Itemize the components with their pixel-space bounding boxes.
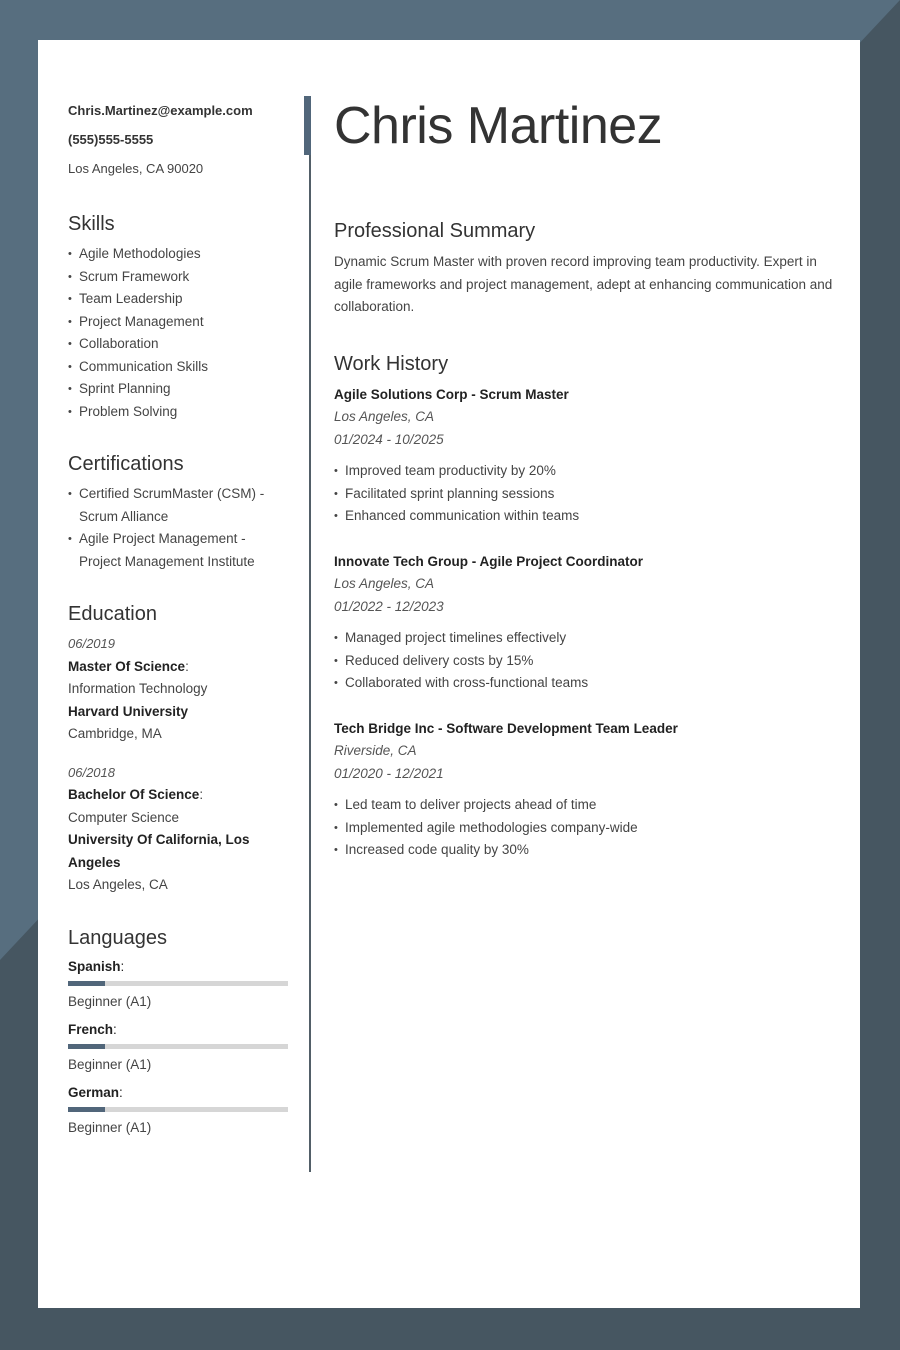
- skill-item: • Scrum Framework: [68, 266, 288, 289]
- job-bullet: • Increased code quality by 30%: [334, 839, 834, 862]
- job-location: Los Angeles, CA: [334, 576, 435, 591]
- job-bullet: • Facilitated sprint planning sessions: [334, 483, 834, 506]
- job-bullet: • Led team to deliver projects ahead of time: [334, 794, 834, 817]
- work-history-heading: Work History: [334, 352, 449, 375]
- job-dates: 01/2024 - 10/2025: [334, 431, 444, 447]
- job-bullet: • Managed project timelines effectively: [334, 627, 834, 650]
- skill-item: • Project Management: [68, 311, 288, 334]
- skills-heading: Skills: [68, 213, 115, 235]
- language-proficiency-fill: [68, 1044, 105, 1049]
- job-bullet-list: [334, 794, 834, 862]
- job-bullet-list: [334, 627, 834, 695]
- education-school: Harvard University: [68, 703, 189, 719]
- resume-page: [38, 40, 860, 1308]
- language-level: Beginner (A1): [68, 1119, 152, 1135]
- job-bullet: • Implemented agile methodologies company-wide: [334, 817, 834, 840]
- skills-list: [68, 243, 288, 423]
- job-bullet: • Reduced delivery costs by 15%: [334, 650, 834, 673]
- job-location: Riverside, CA: [334, 743, 417, 758]
- summary-heading: Professional Summary: [334, 220, 536, 242]
- language-colon: :: [119, 1084, 123, 1100]
- job-dates: 01/2022 - 12/2023: [334, 598, 444, 614]
- contact-phone[interactable]: (555)555-5555: [68, 132, 154, 147]
- skill-item: • Agile Methodologies: [68, 243, 288, 266]
- contact-section: [68, 96, 288, 183]
- languages-heading: Languages: [68, 926, 167, 949]
- education-entry: [68, 762, 288, 897]
- education-degree-line: [68, 656, 288, 679]
- certification-item: • Agile Project Management - Project Management Institute: [68, 528, 288, 573]
- education-degree: Master Of Science: [68, 658, 186, 674]
- language-entry: [68, 1083, 288, 1138]
- left-column: [68, 96, 288, 1146]
- language-proficiency-fill: [68, 1107, 105, 1112]
- job-title: Agile Solutions Corp - Scrum Master: [334, 386, 569, 402]
- language-name-line: [68, 1083, 288, 1103]
- education-field: Information Technology: [68, 681, 208, 696]
- language-proficiency-bar: [68, 1044, 288, 1049]
- skills-section: [68, 213, 288, 423]
- education-degree: Bachelor Of Science: [68, 787, 200, 802]
- job-bullet-list: [334, 460, 834, 528]
- certifications-section: [68, 453, 288, 573]
- job-bullet: • Improved team productivity by 20%: [334, 460, 834, 483]
- language-proficiency-bar: [68, 981, 288, 986]
- certifications-heading: Certifications: [68, 453, 184, 475]
- contact-email[interactable]: Chris.Martinez@example.com: [68, 103, 253, 118]
- language-name: French: [68, 1021, 114, 1037]
- summary-text: Dynamic Scrum Master with proven record improving team productivity. Expert in agile frameworks and project management, adept at enhancing communication and collaboration.: [334, 254, 833, 314]
- job-title: Tech Bridge Inc - Software Development Team Leader: [334, 720, 678, 736]
- work-history-section: [334, 353, 834, 862]
- education-date: 06/2019: [68, 636, 115, 651]
- education-entry: [68, 633, 288, 746]
- language-proficiency-bar: [68, 1107, 288, 1112]
- education-date: 06/2018: [68, 764, 115, 780]
- contact-location: Los Angeles, CA 90020: [68, 161, 204, 176]
- summary-section: [334, 220, 834, 319]
- language-level: Beginner (A1): [68, 993, 152, 1009]
- job-bullet: • Collaborated with cross-functional teams: [334, 672, 834, 695]
- education-section: [68, 603, 288, 897]
- language-level: Beginner (A1): [68, 1056, 152, 1072]
- job-title: Innovate Tech Group - Agile Project Coordinator: [334, 553, 644, 569]
- languages-section: [68, 927, 288, 1138]
- language-name-line: [68, 957, 288, 977]
- education-degree-colon: :: [185, 658, 189, 674]
- job-entry: [334, 718, 834, 862]
- language-name: German: [68, 1084, 120, 1100]
- language-entry: [68, 957, 288, 1012]
- education-degree-colon: :: [199, 787, 204, 802]
- name-accent-bar: [304, 96, 311, 155]
- education-school: University Of California, Los Angeles: [68, 832, 250, 870]
- language-colon: :: [120, 958, 125, 974]
- language-entry: [68, 1020, 288, 1075]
- education-location: Cambridge, MA: [68, 726, 162, 741]
- skill-item: • Problem Solving: [68, 401, 288, 424]
- job-entry: [334, 384, 834, 528]
- language-name: Spanish: [68, 958, 121, 974]
- language-name-line: [68, 1020, 288, 1040]
- education-field: Computer Science: [68, 809, 180, 825]
- candidate-name: Chris Martinez: [334, 97, 663, 155]
- certification-item: • Certified ScrumMaster (CSM) - Scrum Alliance: [68, 483, 288, 528]
- column-divider: [309, 96, 311, 1172]
- education-location: Los Angeles, CA: [68, 877, 168, 892]
- job-bullet: • Enhanced communication within teams: [334, 505, 834, 528]
- education-degree-line: [68, 784, 288, 807]
- skill-item: • Communication Skills: [68, 356, 288, 379]
- job-entry: [334, 551, 834, 695]
- job-dates: 01/2020 - 12/2021: [334, 765, 444, 781]
- skill-item: • Sprint Planning: [68, 378, 288, 401]
- language-colon: :: [113, 1021, 117, 1037]
- right-column: [334, 96, 834, 862]
- skill-item: • Team Leadership: [68, 288, 288, 311]
- certifications-list: [68, 483, 288, 573]
- education-heading: Education: [68, 603, 157, 625]
- skill-item: • Collaboration: [68, 333, 288, 356]
- language-proficiency-fill: [68, 981, 105, 986]
- job-location: Los Angeles, CA: [334, 409, 435, 424]
